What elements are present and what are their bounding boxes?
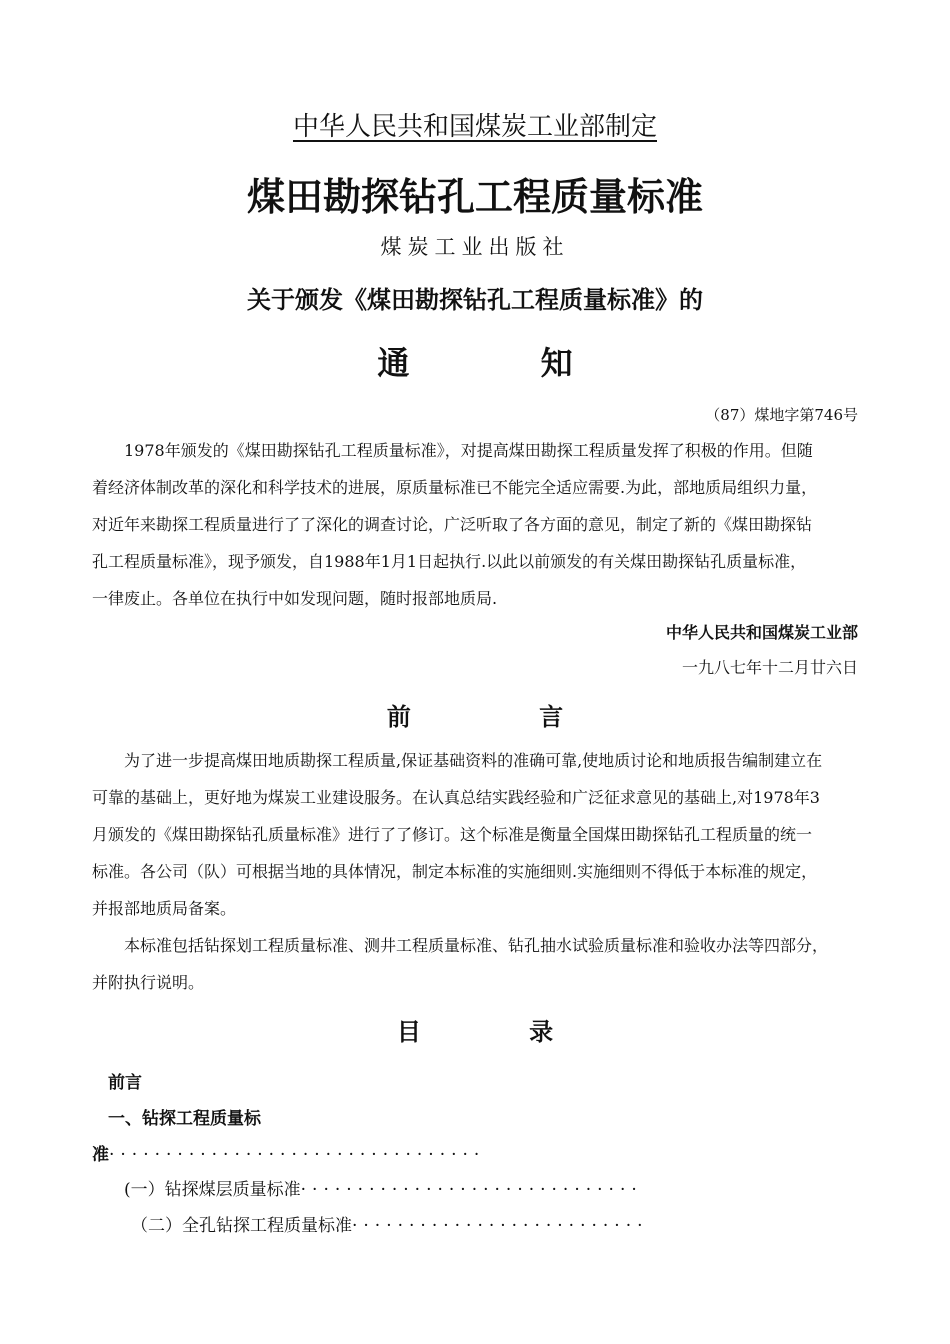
preface-title: 前 言 [386, 703, 624, 731]
notice-line: 孔工程质量标准》，现予颁发，自1988年1月1日起执行.以此以前颁发的有关煤田勘探钻孔质量标准， [92, 552, 807, 571]
document-number: （87）煤地字第746号 [705, 406, 858, 424]
preface-paragraph-2 [92, 927, 858, 1001]
toc-item-preface[interactable]: 前言 [108, 1073, 142, 1093]
notice-line: 着经济体制改革的深化和科学技术的进展，原质量标准已不能完全适应需要.为此，部地质局组织力量， [92, 478, 818, 497]
publisher: 煤炭工业出版社 [380, 235, 570, 259]
preface-line: 并报部地质局备案。 [92, 899, 237, 918]
preface-line: 月颁发的《煤田勘探钻孔质量标准》进行了了修订。这个标准是衡量全国煤田勘探钻孔工程质量的统一 [92, 825, 813, 844]
preface-paragraph-1 [92, 742, 858, 927]
toc-leader-dots: ·························· [352, 1216, 649, 1236]
preface-line: 可靠的基础上，更好地为煤炭工业建设服务。在认真总结实践经验和广泛征求意见的基础上,对1978年3 [92, 788, 820, 807]
notice-body [92, 432, 858, 617]
toc-leader-dots: ······························ [300, 1180, 643, 1200]
preface-line: 本标准包括钻探划工程质量标准、测井工程质量标准、钻孔抽水试验质量标准和验收办法等四部分， [124, 936, 829, 955]
notice-heading: 关于颁发《煤田勘探钻孔工程质量标准》的 [247, 286, 703, 314]
toc-item-subsection-1[interactable] [124, 1175, 643, 1200]
toc-item-subsection-2[interactable] [131, 1211, 649, 1236]
issuing-ministry: 中华人民共和国煤炭工业部制定 [292, 112, 657, 142]
notice-line: 一律废止。各单位在执行中如发现问题，随时报部地质局. [92, 589, 498, 608]
preface-line: 并附执行说明。 [92, 973, 205, 992]
notice-line: 1978年颁发的《煤田勘探钻孔工程质量标准》，对提高煤田勘探工程质量发挥了积极的作用。但随 [124, 441, 813, 460]
toc-item-section-1-cont[interactable] [92, 1140, 485, 1165]
preface-line: 标准。各公司（队）可根据当地的具体情况，制定本标准的实施细则.实施细则不得低于本标准的规定， [92, 862, 818, 881]
toc-item-section-1[interactable]: 一、钻探工程质量标 [108, 1109, 261, 1129]
toc-subsection-1-label: (一）钻探煤层质量标准 [124, 1180, 301, 1200]
notice-word: 通 知 [377, 344, 633, 382]
toc-subsection-2-label: （二）全孔钻探工程质量标准 [131, 1216, 352, 1236]
signature-date: 一九八七年十二月廿六日 [681, 658, 858, 677]
document-title: 煤田勘探钻孔工程质量标准 [246, 175, 703, 219]
preface-line: 为了进一步提高煤田地质勘探工程质量,保证基础资料的准确可靠,使地质讨论和地质报告编制建立在 [124, 751, 823, 770]
signature-organization: 中华人民共和国煤炭工业部 [665, 623, 858, 642]
toc-leader-dots: ································· [109, 1145, 486, 1165]
notice-line: 对近年来勘探工程质量进行了了深化的调查讨论，广泛听取了各方面的意见，制定了新的《煤田勘探钻 [92, 515, 813, 534]
toc-item-section-1-tail: 准 [92, 1145, 109, 1165]
toc-title: 目 录 [396, 1018, 604, 1046]
